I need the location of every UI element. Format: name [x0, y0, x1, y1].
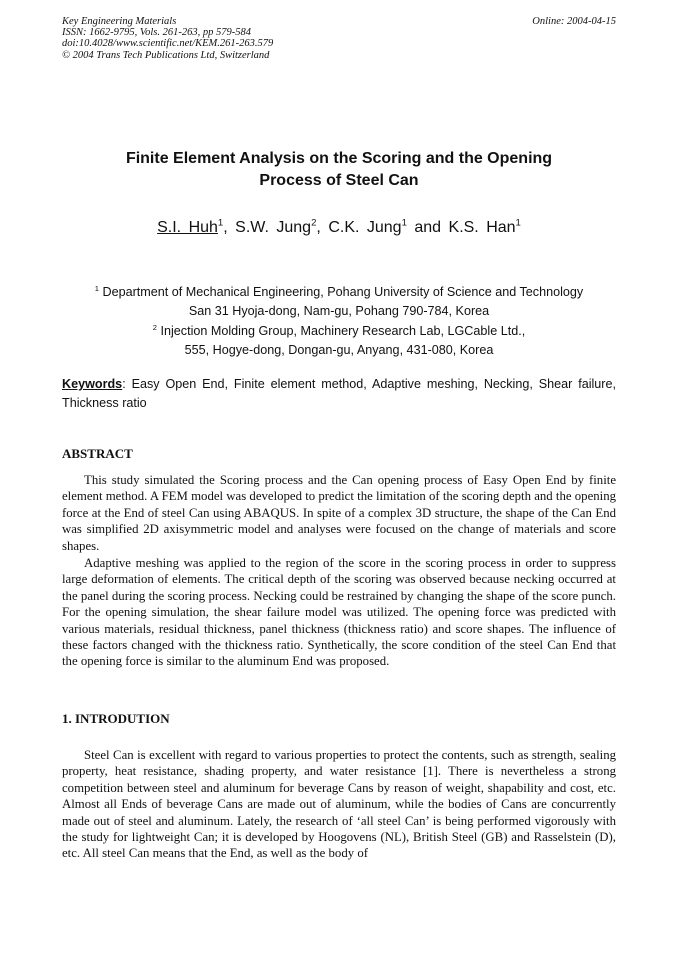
- author-name: S.I. Huh: [157, 219, 218, 236]
- copyright-line: © 2004 Trans Tech Publications Ltd, Switzerland: [62, 49, 270, 61]
- author-list: [62, 218, 616, 238]
- author-affiliation-mark: 1: [515, 217, 521, 229]
- issn-line: ISSN: 1662-9795, Vols. 261-263, pp 579-584: [62, 27, 251, 39]
- introduction-paragraph-1: Steel Can is excellent with regard to various properties to protect the contents, such as strength, sealing property, heat resistance, shading property, and water resistance [1]. There is nevertheless a strong competition between steel and aluminum for beverage Cans by reason of weight, shapability and cost, etc. Almost all Ends of beverage Cans are made out of aluminum, while the bodies of Cans are concurrently made out of steel and aluminum. Lately, the research of ‘all steel Can’ is being performed vigorously with the study for lightweight Can; it is developed by Hoogovens (NL), British Steel (GB) and Rasselstein (D), etc. All steel Can means that the End, as well as the body of: [62, 748, 616, 861]
- author-affiliation-mark: 1: [401, 217, 407, 229]
- doi-line: doi:10.4028/www.scientific.net/KEM.261-263.579: [62, 38, 274, 50]
- affiliation-2: [62, 322, 616, 360]
- title-line-2: Process of Steel Can: [259, 172, 419, 189]
- abstract-paragraph-2: Adaptive meshing was applied to the region of the score in the scoring process in order to suppress large deformation of elements. The critical depth of the scoring was observed because necking occurred at the panel during the scoring process. Necking could be restrained by changing the shape of the score punch. For the opening simulation, the shear failure model was utilized. The opening force was predicted with various materials, residual thickness, panel thickness (thickness ratio) and score shapes. The influence of these factors changed with the thickness ratio. Synthetically, the score condition of the steel Can End that the opening force is similar to the aluminum End was proposed.: [62, 556, 616, 669]
- title-line-1: Finite Element Analysis on the Scoring and the Opening: [125, 150, 553, 167]
- affiliation-number: 1: [94, 283, 99, 293]
- author-separator: ,: [223, 219, 236, 236]
- author-separator: ,: [316, 219, 329, 236]
- author-name: C.K. Jung: [328, 219, 402, 236]
- author-name: K.S. Han: [448, 219, 516, 236]
- introduction-heading: 1. INTRODUTION: [62, 711, 170, 726]
- author-affiliation-mark: 1: [217, 217, 224, 229]
- affiliation-line: Department of Mechanical Engineering, Pohang University of Science and Technology: [102, 285, 584, 299]
- abstract-heading: ABSTRACT: [62, 446, 133, 461]
- abstract-paragraph-1: This study simulated the Scoring process and the Can opening process of Easy Open End by finite element method. A FEM model was developed to predict the limitation of the scoring depth and the opening force at the End of steel Can using ABAQUS. In spite of a complex 3D structure, the shape of the Can End was simplified 2D axisymmetric model and analyses were focused on the change of materials and score shapes.: [62, 473, 616, 553]
- author-affiliation-mark: 2: [311, 217, 317, 229]
- affiliation-number: 2: [152, 322, 157, 332]
- affiliation-address: 555, Hogye-dong, Dongan-gu, Anyang, 431-080, Korea: [184, 343, 494, 357]
- affiliation-1: [62, 283, 616, 321]
- author-separator: and: [406, 219, 449, 236]
- journal-name: Key Engineering Materials: [62, 16, 177, 27]
- paper-title: [62, 148, 616, 192]
- page-header: [62, 16, 616, 61]
- keywords: [62, 375, 616, 412]
- keywords-text: : Easy Open End, Finite element method, Adaptive meshing, Necking, Shear failure, Thickness ratio: [62, 377, 616, 410]
- affiliation-address: San 31 Hyoja-dong, Nam-gu, Pohang 790-784, Korea: [188, 304, 490, 318]
- online-date: Online: 2004-04-15: [532, 16, 616, 27]
- affiliation-line: Injection Molding Group, Machinery Research Lab, LGCable Ltd.,: [160, 324, 526, 338]
- keywords-label: Keywords: [62, 377, 123, 391]
- author-name: S.W. Jung: [235, 219, 312, 236]
